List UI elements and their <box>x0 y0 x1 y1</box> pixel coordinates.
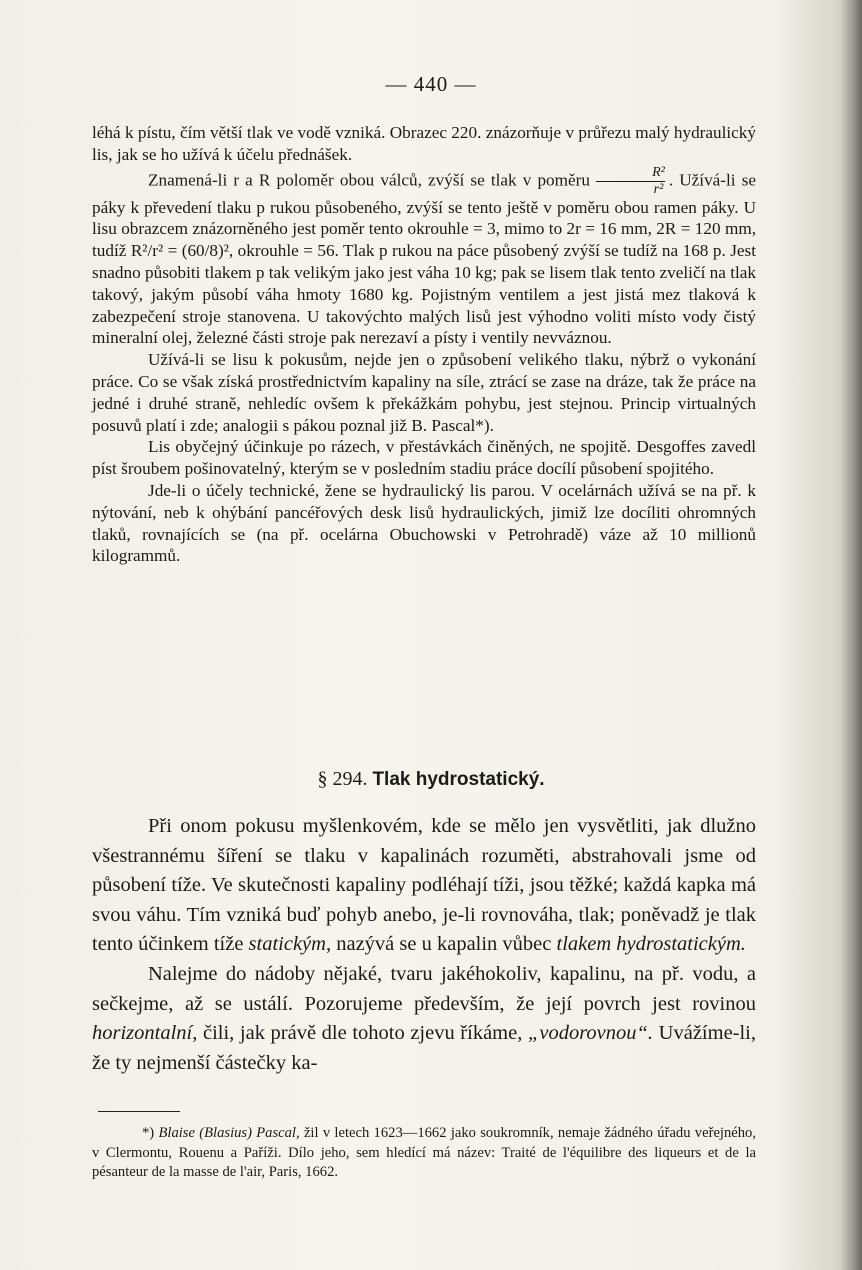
emphasis: horizontalní <box>92 1022 193 1045</box>
text-run: Při onom pokusu myšlenkovém, kde se mělo jen vysvětliti, jak dlužno všestrannému šíření se tlaku v kapalinách rozuměti, abstrahovali jsme od působení tíže. Ve skutečnosti kapaliny podléhají tíži, jsou těžké; každá kapka má svou váhu. Tím vzniká buď pohyb anebo, je-li rovnováha, tlak; poněvadž je tlak tento účinkem tíže <box>92 815 756 956</box>
text-run: , nazývá se u kapalin vůbec <box>325 933 552 956</box>
main-text-block <box>92 812 756 1078</box>
formula: R²/r² = (60/8)², okrouhle = 56. Tlak p rukou na páce působený zvýší se tudíž na 168 p. <box>130 241 726 261</box>
emphasis: tlakem hydrostatickým. <box>556 933 746 956</box>
text-run: . Užívá-li se páky k převedení tlaku p rukou působeného, zvýší se tento ještě v poměru obou ramen páky. U lisu obrazcem znázorněného jest poměr tento okrouhle = 3, mimo to 2r = 16 mm, 2R = 120 mm, <box>92 170 757 239</box>
paragraph <box>92 960 756 1078</box>
fraction-denominator: r² <box>653 181 664 197</box>
footnote-paragraph <box>92 1124 756 1183</box>
paragraph <box>92 812 756 960</box>
emphasis: statickým <box>248 933 326 956</box>
paragraph: léhá k pístu, čím větší tlak ve vodě vzniká. Obrazec 220. znázorňuje v průřezu malý hydraulický lis, jak se ho užívá k účelu přednášek. <box>92 123 756 164</box>
text-run: Jest snadno působiti tlakem p tak velikým jako jest váha 10 kg; pak se lisem tlak tento zveličí na tlak takový, jakým působí váha hmoty 1680 kg. Pojistným ventilem a jest jistá mez tlaková k zabezpečení stroje stanovena. U takovýchto malých lisů jest výhodno voliti místo vody čistý mineralní olej, železné části stroje pak nerezaví a písty i ventily nevváznou. <box>92 241 756 348</box>
small-text-block <box>92 122 756 567</box>
fraction <box>596 166 665 197</box>
footnote-name: Blaise (Blasius) Pascal, <box>158 1125 300 1141</box>
paragraph: Lis obyčejný účinkuje po rázech, v přestávkách činěných, ne spojitě. Desgoffes zavedl píst šroubem pošinovatelný, kterým se v posledním stadiu práce docílí působení spojitého. <box>92 437 756 479</box>
paragraph: Užívá-li se lisu k pokusům, nejde jen o způsobení velikého tlaku, nýbrž o vykonání práce. Co se však získá prostřednictvím kapaliny na síle, ztrácí se zase na dráze, tak že práce na jedné i druhé straně, nehledíc ovšem k překážkám pohybu, jest stejnou. Princip virtualných posuvů platí i zde; analogii s pákou poznal již B. Pascal*). <box>92 350 756 435</box>
section-heading <box>0 768 862 791</box>
text-run: Znamená-li r a R poloměr obou válců, zvýší se tlak v poměru <box>148 170 590 190</box>
text-run: , čili, jak právě dle tohoto zjevu říkáme, <box>192 1022 523 1045</box>
text-run: tudíž <box>92 241 127 261</box>
paragraph <box>92 166 756 350</box>
section-number: § 294. <box>317 768 368 790</box>
footnote-text: žil v letech 1623—1662 jako soukromník, nemaje žádného úřadu veřejného, v Clermontu, Rouenu a Paříži. Dílo jeho, sem hledící má název: Traité de l'équilibre des liqueurs et de la pésanteur de la masse de l'air, Paris, 1662. <box>92 1125 756 1181</box>
emphasis: „vodorovnou“. <box>527 1022 654 1045</box>
footnote <box>92 1124 756 1183</box>
page-edge-shadow <box>840 0 862 1270</box>
text-run: Uvážíme-li, že ty nejmenší částečky ka- <box>92 1022 757 1074</box>
section-title: Tlak hydrostatický. <box>372 769 545 790</box>
footnote-marker: *) <box>142 1125 155 1141</box>
paragraph: Jde-li o účely technické, žene se hydraulický lis parou. V ocelárnách užívá se na př. k nýtování, neb k ohýbání pancéřových desk lisů hydraulických, jimiž lze docíliti ohromných tlaků, rovnajících se (na př. ocelárna Obuchowski v Petrohradě) váze až 10 millionů kilogrammů. <box>92 480 756 566</box>
fraction-numerator: R² <box>652 164 665 180</box>
footnote-divider <box>98 1111 180 1112</box>
text-run: Nalejme do nádoby nějaké, tvaru jakéhokoliv, kapalinu, na př. vodu, a sečkejme, až se ustálí. Pozorujeme především, že její povrch jest rovinou <box>92 962 756 1015</box>
page-number: — 440 — <box>385 72 477 96</box>
